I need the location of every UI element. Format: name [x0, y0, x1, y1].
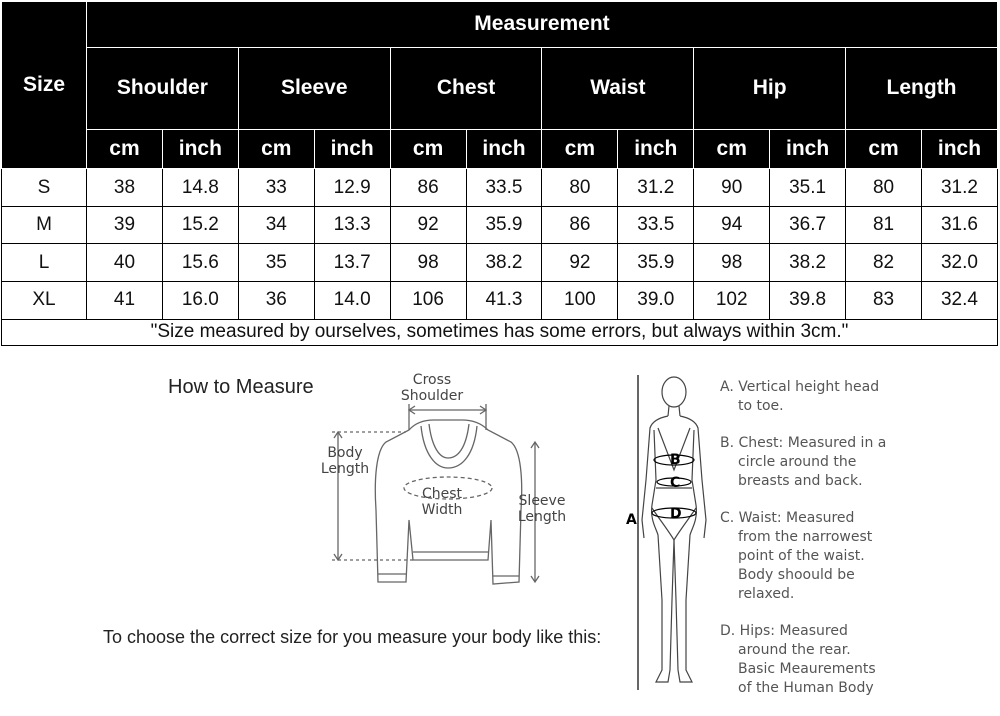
note-waist: C. Waist: Measured from the narrowest point of the waist. Body shoould be relaxed. [720, 510, 873, 602]
unit-header: inch [162, 129, 238, 169]
group-header-waist: Waist [542, 47, 694, 129]
table-cell: 39 [87, 206, 163, 244]
label-line: Body [327, 445, 363, 461]
label-line: Width [421, 502, 463, 518]
group-header-sleeve: Sleeve [238, 47, 390, 129]
table-cell: 98 [694, 244, 770, 282]
unit-header: inch [770, 129, 846, 169]
table-cell: 106 [390, 282, 466, 320]
group-header-shoulder: Shoulder [87, 47, 239, 129]
table-note: "Size measured by ourselves, sometimes has some errors, but always within 3cm." [2, 319, 998, 345]
body-length-label [315, 445, 375, 477]
choose-size-instruction: To choose the correct size for you measure your body like this: [103, 627, 602, 647]
figure-letter-c: C [670, 475, 681, 491]
label-line: Sleeve [518, 493, 566, 509]
table-cell: 36 [238, 282, 314, 320]
table-cell: 98 [390, 244, 466, 282]
table-cell: 13.7 [314, 244, 390, 282]
table-cell: 92 [390, 206, 466, 244]
table-cell: 40 [87, 244, 163, 282]
table-row [2, 206, 998, 244]
table-cell: 102 [694, 282, 770, 320]
size-cell: L [2, 244, 87, 282]
table-cell: 81 [846, 206, 922, 244]
table-cell: 15.2 [162, 206, 238, 244]
label-line: Length [320, 461, 370, 477]
table-cell: 35.1 [770, 169, 846, 207]
unit-header: cm [542, 129, 618, 169]
unit-header: cm [694, 129, 770, 169]
table-cell: 83 [846, 282, 922, 320]
table-cell: 80 [542, 169, 618, 207]
size-cell: M [2, 206, 87, 244]
table-row [2, 244, 998, 282]
table-cell: 39.0 [618, 282, 694, 320]
table-cell: 92 [542, 244, 618, 282]
figure-letter-b: B [670, 452, 681, 468]
table-cell: 38.2 [770, 244, 846, 282]
human-body-diagram-icon [620, 370, 720, 700]
table-cell: 32.4 [921, 282, 997, 320]
table-cell: 12.9 [314, 169, 390, 207]
table-cell: 38 [87, 169, 163, 207]
table-cell: 14.0 [314, 282, 390, 320]
table-cell: 32.0 [921, 244, 997, 282]
note-hips: D. Hips: Measured around the rear. Basic Meaurements of the Human Body [720, 623, 876, 696]
chest-width-label [416, 486, 468, 518]
table-cell: 34 [238, 206, 314, 244]
table-cell: 38.2 [466, 244, 542, 282]
table-cell: 31.6 [921, 206, 997, 244]
measurement-header: Measurement [87, 2, 998, 48]
table-cell: 16.0 [162, 282, 238, 320]
table-cell: 33.5 [618, 206, 694, 244]
table-cell: 15.6 [162, 244, 238, 282]
size-cell: S [2, 169, 87, 207]
unit-header: inch [921, 129, 997, 169]
figure-letter-d: D [670, 506, 682, 522]
figure-letter-a: A [626, 512, 637, 528]
table-cell: 90 [694, 169, 770, 207]
label-line: Chest [421, 486, 463, 502]
unit-header: cm [87, 129, 163, 169]
unit-header: inch [618, 129, 694, 169]
table-cell: 13.3 [314, 206, 390, 244]
size-chart-table [1, 1, 998, 346]
table-cell: 33 [238, 169, 314, 207]
note-height: A. Vertical height head to toe. [720, 379, 880, 414]
size-cell: XL [2, 282, 87, 320]
table-cell: 39.8 [770, 282, 846, 320]
table-cell: 35.9 [618, 244, 694, 282]
group-header-chest: Chest [390, 47, 542, 129]
table-cell: 14.8 [162, 169, 238, 207]
group-header-length: Length [846, 47, 998, 129]
table-cell: 80 [846, 169, 922, 207]
unit-header: cm [238, 129, 314, 169]
unit-header: inch [314, 129, 390, 169]
unit-header: cm [846, 129, 922, 169]
note-chest: B. Chest: Measured in a circle around the breasts and back. [720, 435, 887, 489]
measurement-notes [720, 378, 1000, 716]
table-cell: 36.7 [770, 206, 846, 244]
table-cell: 86 [390, 169, 466, 207]
label-line: Length [517, 509, 567, 525]
size-header: Size [2, 2, 87, 169]
unit-header: inch [466, 129, 542, 169]
table-cell: 31.2 [921, 169, 997, 207]
group-header-hip: Hip [694, 47, 846, 129]
table-cell: 100 [542, 282, 618, 320]
table-cell: 41.3 [466, 282, 542, 320]
table-row [2, 169, 998, 207]
table-cell: 31.2 [618, 169, 694, 207]
table-cell: 35.9 [466, 206, 542, 244]
table-cell: 33.5 [466, 169, 542, 207]
table-cell: 41 [87, 282, 163, 320]
table-cell: 94 [694, 206, 770, 244]
table-row [2, 282, 998, 320]
table-cell: 35 [238, 244, 314, 282]
cross-shoulder-label [400, 372, 464, 404]
table-cell: 86 [542, 206, 618, 244]
sleeve-length-label [512, 493, 572, 525]
label-line: Cross [412, 372, 452, 388]
label-line: Shoulder [400, 388, 464, 404]
unit-header: cm [390, 129, 466, 169]
table-cell: 82 [846, 244, 922, 282]
how-to-measure-title: How to Measure [168, 376, 314, 398]
